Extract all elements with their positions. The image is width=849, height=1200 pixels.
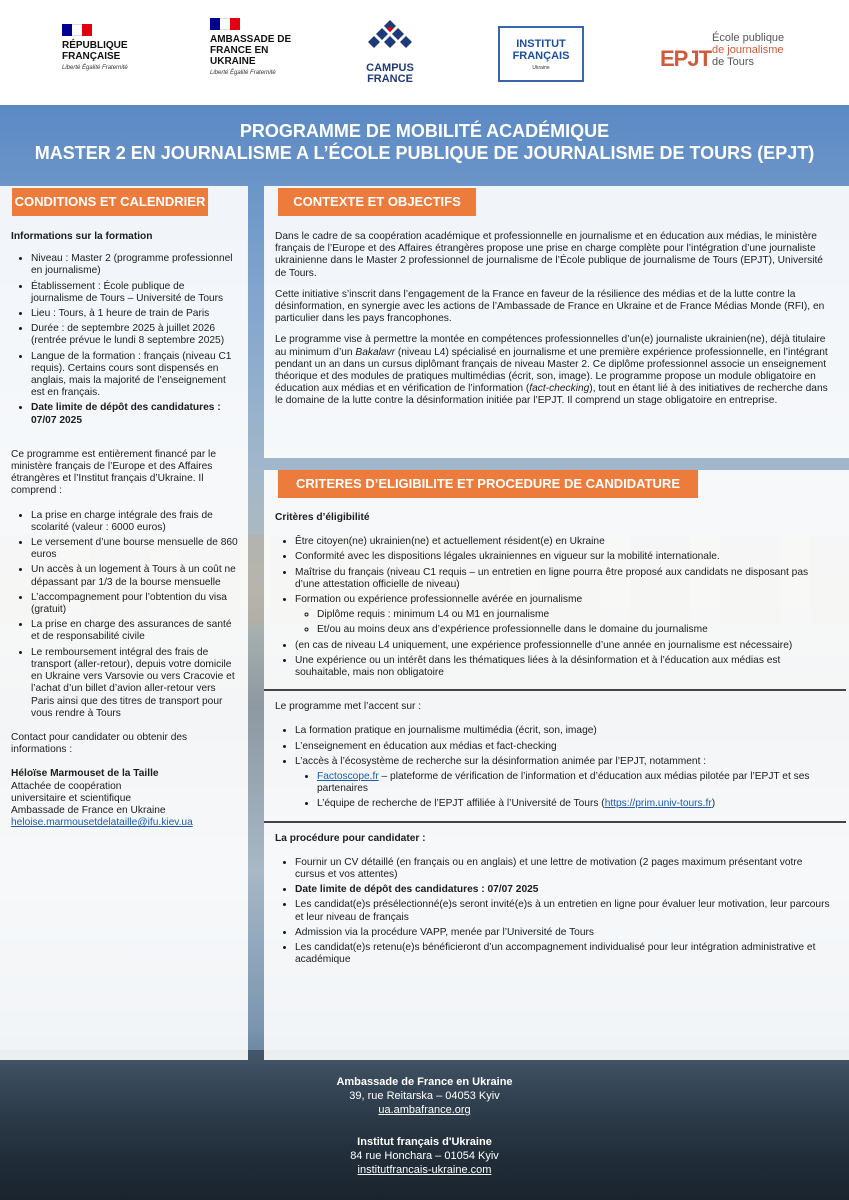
ambassade-logo bbox=[210, 18, 310, 77]
section-divider bbox=[264, 821, 846, 823]
list-item: • Langue de la formation : français (niveau C1 requis). Certains cours sont dispensés en anglais, mais la majorité de l’enseignement est en français. bbox=[31, 351, 239, 400]
list-item: • Le remboursement intégral des frais de transport (aller-retour), depuis votre domicile en Ukraine vers Varsovie ou vers Cracovie et l’achat d’un billet d’avion aller-retour vers Paris ainsi que des titres de transport pour vous rendre à Tours bbox=[31, 647, 239, 720]
p3-part: Le programme vise à permettre la montée en compétences professionnelles d’un(e) journaliste ukrainien(ne), déjà titulaire au minimum d’un bbox=[275, 334, 826, 358]
amb-title: AMBASSADE DE FRANCE EN UKRAINE bbox=[210, 34, 292, 67]
p3-part: (niveau L4) spécialisé en journalisme et une première expérience professionnelle, en l’intégrant pendant un an dans un cursus diplômant français de niveau Master 2. Ce diplôme professionnel associe un enseignement théorique et des modules de pratiques multimédias (écrit, son, image). Le programme propose un module obligatoire en éducation aux médias et en vérification de l’information ( bbox=[275, 346, 828, 395]
p3-part: ), tout en étant lié à des initiatives de recherche dans le domaine de la lutte contre la désinformation initiée par l’EPJT. Il comprend un stage obligatoire en entreprise. bbox=[275, 383, 828, 407]
context-paragraph-3 bbox=[275, 334, 835, 407]
eligibility-label: Critères d’éligibilité bbox=[275, 512, 370, 523]
focus-sublist bbox=[295, 771, 835, 811]
context-paragraph-2: Cette initiative s’inscrit dans l’engagement de la France en faveur de la résilience des médias et de la lutte contre la désinformation, en synergie avec les actions de l’Ambassade de France en Ukraine et de France Médias Monde (RFI), en particulier dans les pays francophones. bbox=[275, 288, 825, 325]
title-line-2: MASTER 2 EN JOURNALISME A L’ÉCOLE PUBLIQUE DE JOURNALISME DE TOURS (EPJT) bbox=[34, 143, 815, 163]
list-item: • Lieu : Tours, à 1 heure de train de Paris bbox=[31, 308, 239, 320]
list-item-text: L’équipe de recherche de l’EPJT affiliée à l’Université de Tours ( bbox=[317, 798, 605, 810]
focus-list bbox=[275, 725, 835, 810]
eligibility-sublist bbox=[295, 609, 835, 636]
epjt-text-2: de journalisme bbox=[712, 44, 784, 56]
list-item-text: ) bbox=[711, 798, 716, 810]
list-item: • Niveau : Master 2 (programme professionnel en journalisme) bbox=[31, 253, 239, 277]
footer-org-2: Institut français d'Ukraine bbox=[357, 1136, 492, 1148]
list-item bbox=[295, 594, 835, 637]
eligibility-list bbox=[275, 536, 835, 679]
conditions-heading: CONDITIONS ET CALENDRIER bbox=[12, 188, 208, 216]
list-item-text: Formation ou expérience professionnelle avérée en journalisme bbox=[295, 594, 583, 606]
republique-francaise-logo bbox=[62, 24, 152, 72]
institut-sub: Ukraine bbox=[532, 65, 550, 71]
funding-list bbox=[11, 510, 239, 720]
logo-bar bbox=[0, 0, 849, 105]
footer bbox=[0, 1075, 849, 1177]
deadline-item: • Date limite de dépôt des candidatures : 07/07 2025 bbox=[31, 402, 239, 426]
context-paragraph-1: Dans le cadre de sa coopération académique et professionnelle en journalisme et en éducation aux médias, le ministère français de l’Europe et des Affaires étrangères propose une prise en charge complète pour l’intégration d’une journaliste ukrainienne dans le Master 2 professionnel de journalisme de l’École publique de journalisme de Tours (EPJT), Université de Tours. bbox=[275, 231, 823, 279]
list-item: • L’enseignement en éducation aux médias et fact-checking bbox=[295, 741, 835, 753]
campus-text: CAMPUS FRANCE bbox=[366, 62, 414, 85]
conditions-content bbox=[11, 231, 239, 829]
list-item: • Maîtrise du français (niveau C1 requis – un entretien en ligne pourra être proposé aux candidats ne disposant pas d’une attestation officielle de niveau) bbox=[295, 567, 835, 591]
title-line-1: PROGRAMME DE MOBILITÉ ACADÉMIQUE bbox=[239, 121, 610, 141]
p3-italic: fact-checking bbox=[529, 383, 590, 395]
contact-org: Ambassade de France en Ukraine bbox=[11, 804, 166, 816]
epjt-text-1: École publique bbox=[712, 32, 785, 44]
list-item: • Être citoyen(ne) ukrainien(ne) et actuellement résident(e) en Ukraine bbox=[295, 536, 835, 548]
list-item: • Établissement : École publique de journalisme de Tours – Université de Tours bbox=[31, 281, 239, 305]
p3-italic: Bakalavr bbox=[355, 346, 396, 358]
institut-text: INSTITUT FRANÇAIS bbox=[512, 38, 570, 62]
funding-intro: Ce programme est entièrement financé par le ministère français de l’Europe et des Affaires étrangères et l’Institut français d’Ukraine. Il comprend : bbox=[11, 448, 216, 497]
prim-link[interactable]: https://prim.univ-tours.fr bbox=[604, 798, 712, 810]
info-label: Informations sur la formation bbox=[11, 231, 153, 242]
list-item: • L’accompagnement pour l’obtention du visa (gratuit) bbox=[31, 592, 239, 616]
list-item: ◦ Diplôme requis : minimum L4 ou M1 en journalisme bbox=[317, 609, 835, 621]
section-divider bbox=[264, 689, 846, 691]
list-item: • Une expérience ou un intérêt dans les thématiques liées à la désinformation et à l’éducation aux médias est souhaitable, mais non obligatoire bbox=[295, 655, 835, 679]
campus-diamond-icon bbox=[360, 18, 420, 58]
amb-motto: Liberté Égalité Fraternité bbox=[210, 70, 276, 76]
list-item: • Fournir un CV détaillé (en français ou en anglais) et une lettre de motivation (2 pages maximum présentant votre cursus et vos attentes) bbox=[295, 857, 835, 881]
rf-title: RÉPUBLIQUE FRANÇAISE bbox=[62, 40, 128, 62]
page-title bbox=[0, 120, 849, 164]
list-item: • Les candidat(e)s retenu(e)s bénéficieront d’un accompagnement individualisé pour leur intégration administrative et académique bbox=[295, 942, 835, 966]
context-heading: CONTEXTE ET OBJECTIFS bbox=[278, 188, 476, 216]
list-item bbox=[295, 756, 835, 811]
procedure-list bbox=[275, 857, 835, 967]
list-item: • Un accès à un logement à Tours à un coût ne dépassant par 1/3 de la bourse mensuelle bbox=[31, 564, 239, 588]
contact-intro: Contact pour candidater ou obtenir des informations : bbox=[11, 731, 188, 756]
list-item: ◦ Et/ou au moins deux ans d’expérience professionnelle dans le domaine du journalisme bbox=[317, 624, 835, 636]
contact-email-link[interactable]: heloise.marmousetdelataille@ifu.kiev.ua bbox=[11, 817, 193, 829]
list-item: • La prise en charge intégrale des frais de scolarité (valeur : 6000 euros) bbox=[31, 510, 239, 534]
french-flag-icon bbox=[62, 24, 92, 36]
focus-intro: Le programme met l’accent sur : bbox=[275, 701, 422, 713]
criteria-heading: CRITERES D’ELIGIBILITE ET PROCEDURE DE CANDIDATURE bbox=[278, 470, 698, 498]
footer-link-1[interactable]: ua.ambafrance.org bbox=[378, 1104, 471, 1116]
procedure-label: La procédure pour candidater : bbox=[275, 832, 426, 844]
institut-francais-logo bbox=[498, 26, 584, 82]
criteria-content bbox=[275, 512, 835, 969]
contact-role-1: Attachée de coopération bbox=[11, 780, 122, 792]
list-item-text: – plateforme de vérification de l’information et d’éducation aux médias pilotée par l’EPJT et ses partenaires bbox=[317, 771, 810, 795]
list-item: • Conformité avec les dispositions légales ukrainiennes en vigueur sur la mobilité internationale. bbox=[295, 551, 835, 563]
epjt-text-3: de Tours bbox=[712, 56, 754, 68]
list-item bbox=[317, 798, 835, 810]
footer-link-2[interactable]: institutfrancais-ukraine.com bbox=[357, 1164, 492, 1176]
list-item: • Les candidat(e)s présélectionné(e)s seront invité(e)s à un entretien en ligne pour évaluer leur motivation, leur parcours et leur niveau de français bbox=[295, 899, 835, 923]
list-item: • Durée : de septembre 2025 à juillet 2026 (rentrée prévue le lundi 8 septembre 2025) bbox=[31, 323, 239, 347]
footer-org-1: Ambassade de France en Ukraine bbox=[336, 1076, 513, 1088]
factoscope-link[interactable]: Factoscope.fr bbox=[317, 771, 379, 783]
list-item: • Admission via la procédure VAPP, menée par l’Université de Tours bbox=[295, 927, 835, 939]
campus-france-logo bbox=[350, 18, 430, 85]
info-list bbox=[11, 253, 239, 427]
list-item: • La prise en charge des assurances de santé et de responsabilité civile bbox=[31, 619, 239, 643]
contact-name: Héloïse Marmouset de la Taille bbox=[11, 768, 159, 780]
list-item bbox=[317, 771, 835, 795]
list-item-text: L’accès à l’écosystème de recherche sur la désinformation animée par l’EPJT, notamment : bbox=[295, 755, 707, 767]
french-flag-icon bbox=[210, 18, 240, 30]
list-item: • Le versement d’une bourse mensuelle de 860 euros bbox=[31, 537, 239, 561]
contact-role-2: universitaire et scientifique bbox=[11, 792, 132, 804]
footer-address-1: 39, rue Reitarska – 04053 Kyiv bbox=[349, 1090, 500, 1102]
deadline-item: • Date limite de dépôt des candidatures : 07/07 2025 bbox=[295, 884, 835, 896]
context-content bbox=[275, 231, 835, 417]
list-item: • (en cas de niveau L4 uniquement, une expérience professionnelle d’une année en journalisme est nécessaire) bbox=[295, 640, 835, 652]
list-item: • La formation pratique en journalisme multimédia (écrit, son, image) bbox=[295, 725, 835, 737]
epjt-mark: EPJT bbox=[660, 46, 712, 71]
epjt-text bbox=[712, 32, 784, 68]
footer-address-2: 84 rue Honchara – 01054 Kyiv bbox=[350, 1150, 499, 1162]
rf-motto: Liberté Égalité Fraternité bbox=[62, 65, 128, 71]
